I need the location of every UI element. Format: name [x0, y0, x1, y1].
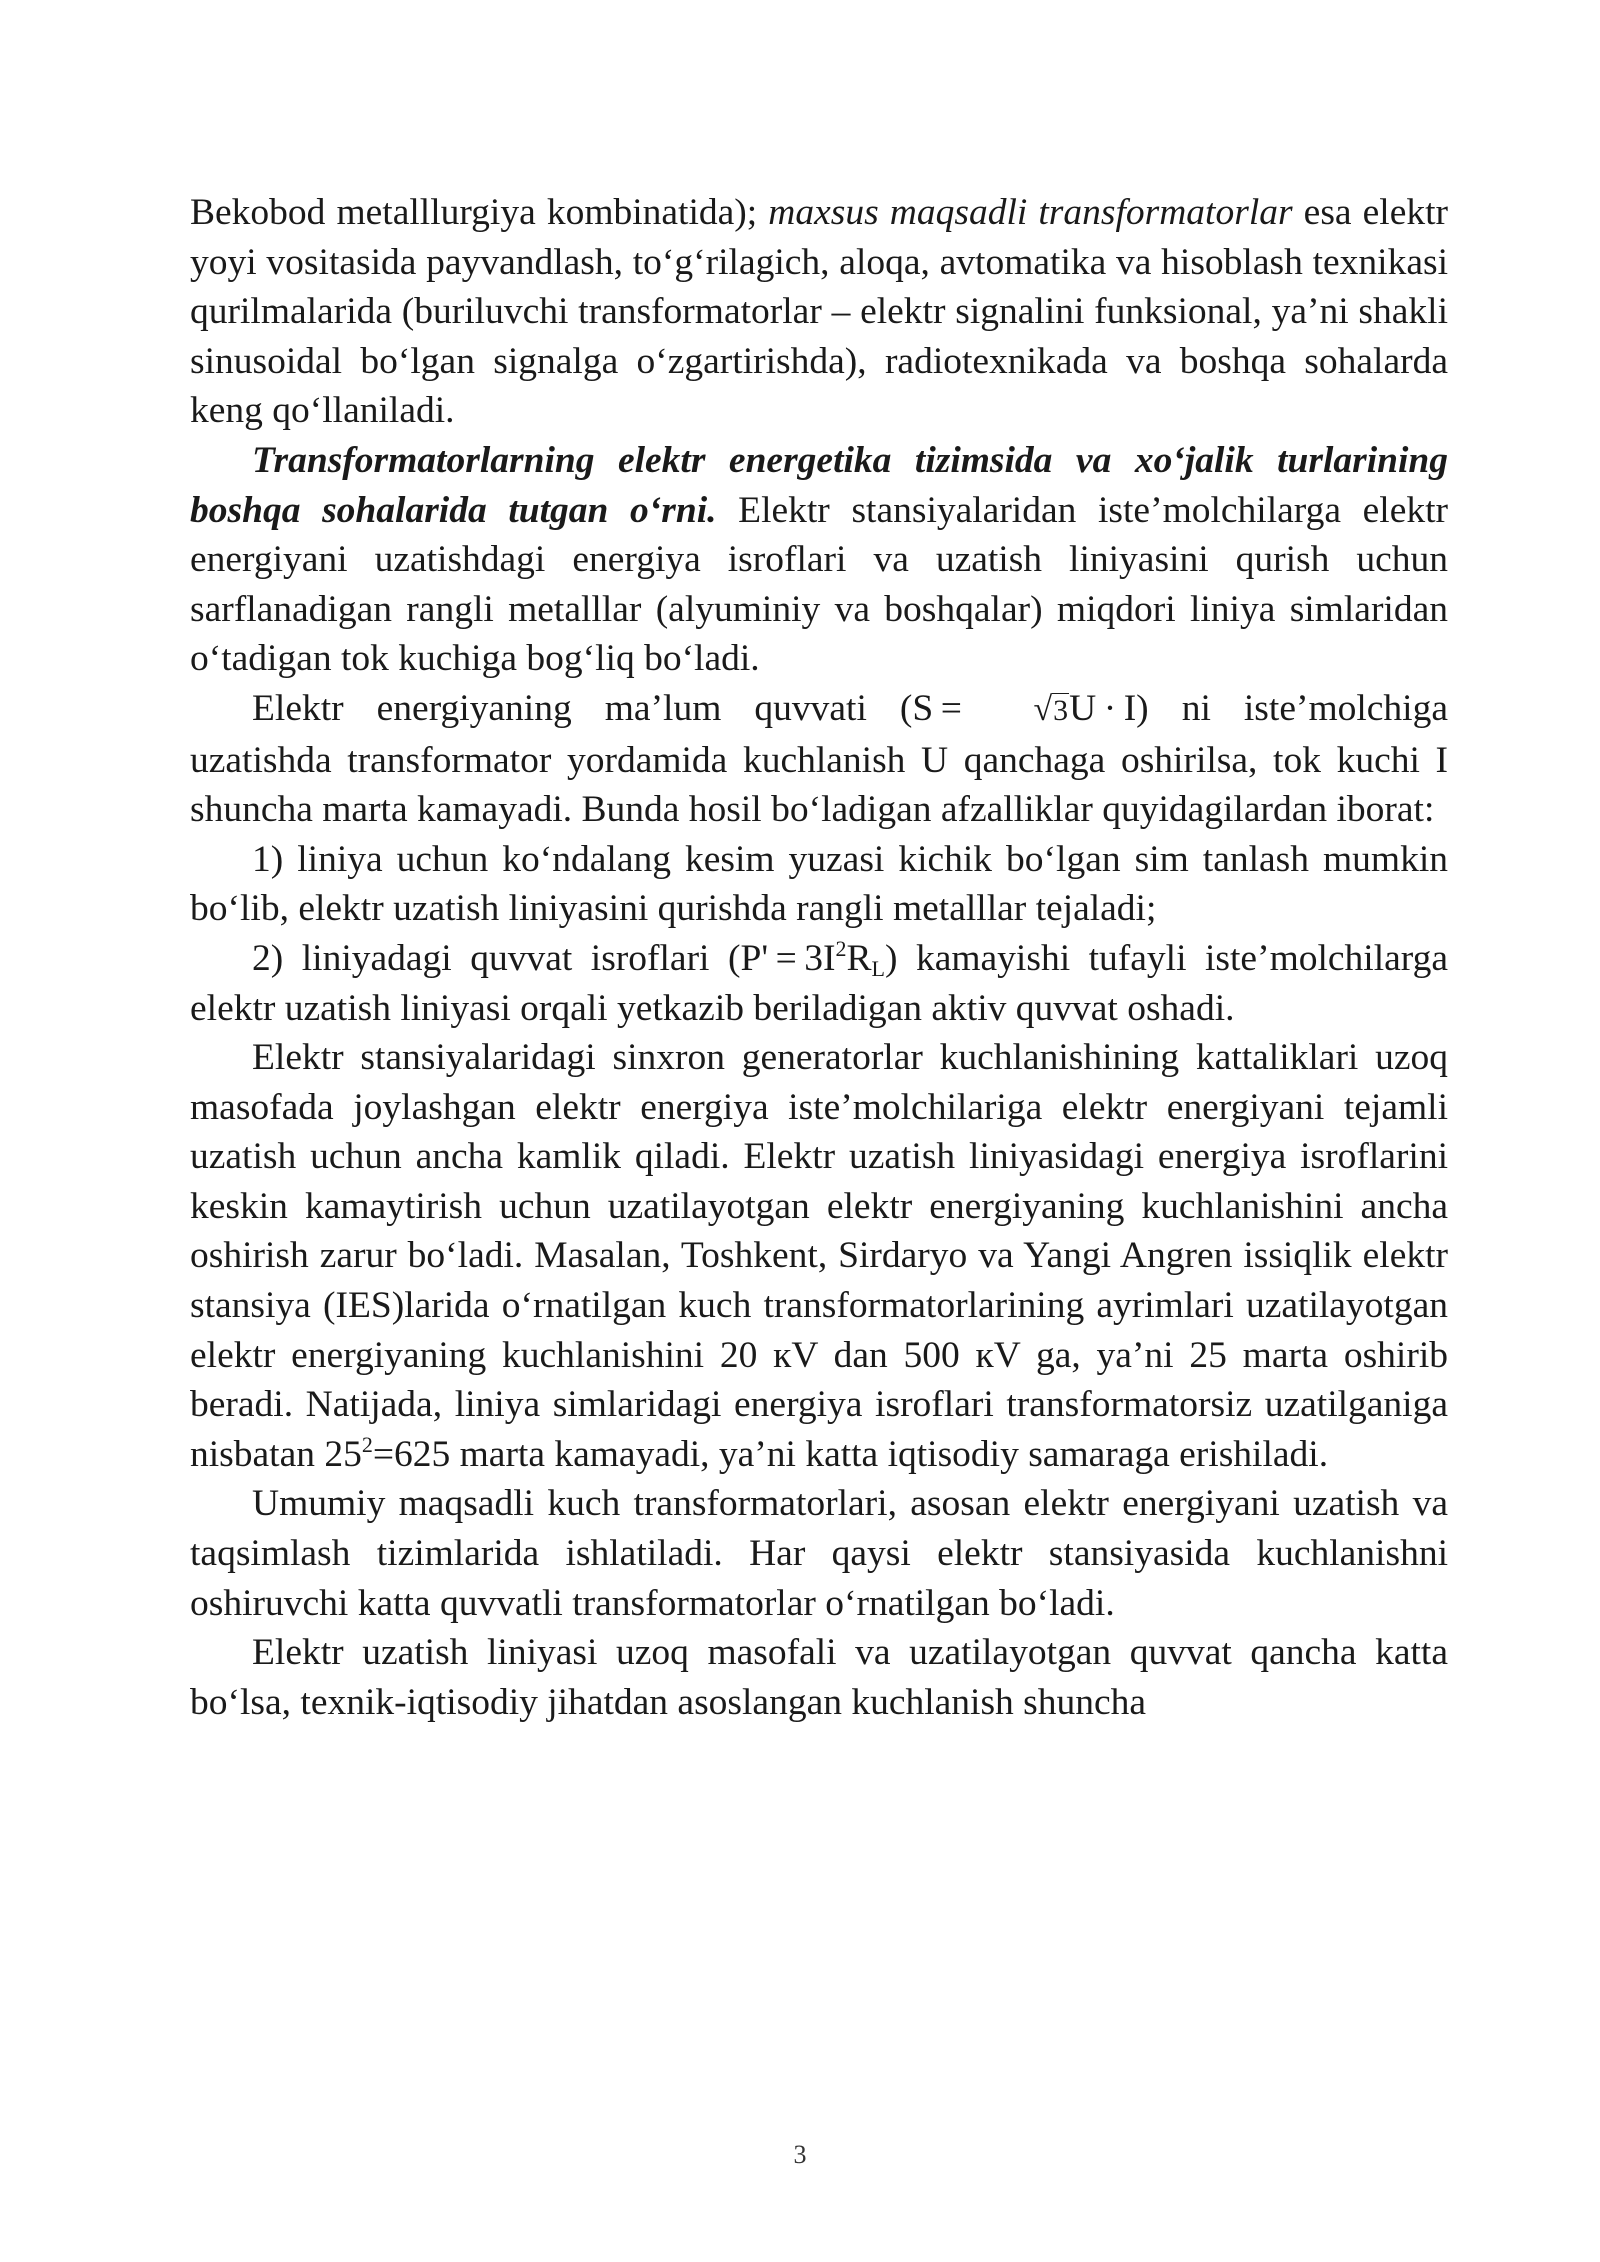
loss-formula-exponent: 2	[835, 935, 847, 961]
paragraph-3	[190, 684, 1448, 835]
paragraph-1-start: Bekobod metalllurgiya kombinatida);	[190, 192, 769, 233]
section-heading: Transformatorlarning elektr energetika tizimsida va xo‘jalik turlarining boshqa sohalarida tutgan o‘rni.	[190, 439, 1448, 531]
radicand: 3	[1053, 693, 1069, 727]
paragraph-2	[190, 436, 1448, 684]
power-formula-open: (S =	[899, 687, 970, 729]
paragraph-3-after: ni iste’molchiga uzatishda transformator yordamida kuchlanish U qanchaga oshirilsa, tok kuchi I shuncha marta kamayadi. Bunda hosil bo‘ladigan afzalliklar quyidagilardan iborat:	[190, 687, 1448, 831]
paragraph-6-exponent: 2	[361, 1431, 373, 1457]
loss-formula-part-1: (P' = 3I	[727, 937, 836, 979]
loss-formula-subscript: L	[871, 955, 885, 981]
power-formula	[900, 688, 1149, 729]
sqrt-symbol	[971, 685, 1069, 736]
list-item-2-after: kamayishi tufayli iste’molchilarga elektr uzatish liniyasi orqali yetkazib beriladigan aktiv quvvat oshadi.	[190, 937, 1448, 1029]
list-item-1: 1) liniya uchun ko‘ndalang kesim yuzasi kichik bo‘lgan sim tanlash mumkin bo‘lib, elektr uzatish liniyasini qurishda rangli metalllar tejaladi;	[190, 838, 1448, 930]
loss-formula-part-3: )	[884, 937, 898, 979]
paragraph-2-text: Elektr stansiyalaridan iste’molchilarga elektr energiyani uzatishdagi energiya isroflari va uzatish liniyasini qurish uchun sarflanadigan rangli metalllar (alyuminiy va boshqalar) miqdori liniya simlaridan o‘tadigan tok kuchiga bog‘liq bo‘ladi.	[190, 489, 1448, 680]
radical-sign: √	[1033, 690, 1053, 728]
page-number: 3	[793, 2140, 807, 2169]
paragraph-3-before: Elektr energiyaning ma’lum quvvati	[252, 687, 900, 729]
document-page	[190, 188, 1448, 1727]
paragraph-1	[190, 188, 1448, 436]
paragraph-1-rest: esa elektr yoyi vositasida payvandlash, to‘g‘rilagich, aloqa, avtomatika va hisoblash texnikasi qurilmalarida (buriluvchi transformatorlar – elektr signalini funksional, ya’ni shakli sinusoidal bo‘lgan signalga o‘zgartirishda), radiotexnikada va boshqa sohalarda keng qo‘llaniladi.	[190, 192, 1448, 432]
paragraph-1-italic-term: maxsus maqsadli transformatorlar	[768, 192, 1293, 233]
paragraph-7: Umumiy maqsadli kuch transformatorlari, asosan elektr energiyani uzatish va taqsimlash tizimlarida ishlatiladi. Har qaysi elektr stansiyasida kuchlanishni oshiruvchi katta quvvatli transformatorlar o‘rnatilgan bo‘ladi.	[190, 1483, 1448, 1624]
paragraph-8: Elektr uzatish liniyasi uzoq masofali va uzatilayotgan quvvat qancha katta bo‘lsa, texnik-iqtisodiy jihatdan asoslangan kuchlanish shuncha	[190, 1632, 1448, 1723]
loss-formula-part-2: R	[846, 937, 872, 979]
paragraph-6	[190, 1033, 1448, 1479]
loss-formula	[727, 935, 898, 981]
list-item-2	[190, 934, 1448, 1033]
paragraph-6-before: Elektr stansiyalaridagi sinxron generatorlar kuchlanishining kattaliklari uzoq masofada joylashgan elektr energiya iste’molchilariga elektr energiyani tejamli uzatish uchun ancha kamlik qiladi. Elektr uzatish liniyasidagi energiya isroflarini keskin kamaytirish uchun uzatilayotgan elektr energiyaning kuchlanishini ancha oshirish zarur bo‘ladi. Masalan, Toshkent, Sirdaryo va Yangi Angren issiqlik elektr stansiya (IES)larida o‘rnatilgan kuch transformatorlarining ayrimlari uzatilayotgan elektr energiyaning kuchlanishini 20 кV dan 500 кV ga, ya’ni 25 marta oshirib beradi. Natijada, liniya simlaridagi energiya isroflari transformatorsiz uzatilganiga nisbatan 25	[190, 1037, 1448, 1475]
list-item-2-before: 2) liniyadagi quvvat isroflari	[252, 937, 728, 979]
paragraph-6-after: =625 marta kamayadi, ya’ni katta iqtisodiy samaraga erishiladi.	[372, 1433, 1329, 1475]
power-formula-close: U · I)	[1069, 687, 1149, 729]
